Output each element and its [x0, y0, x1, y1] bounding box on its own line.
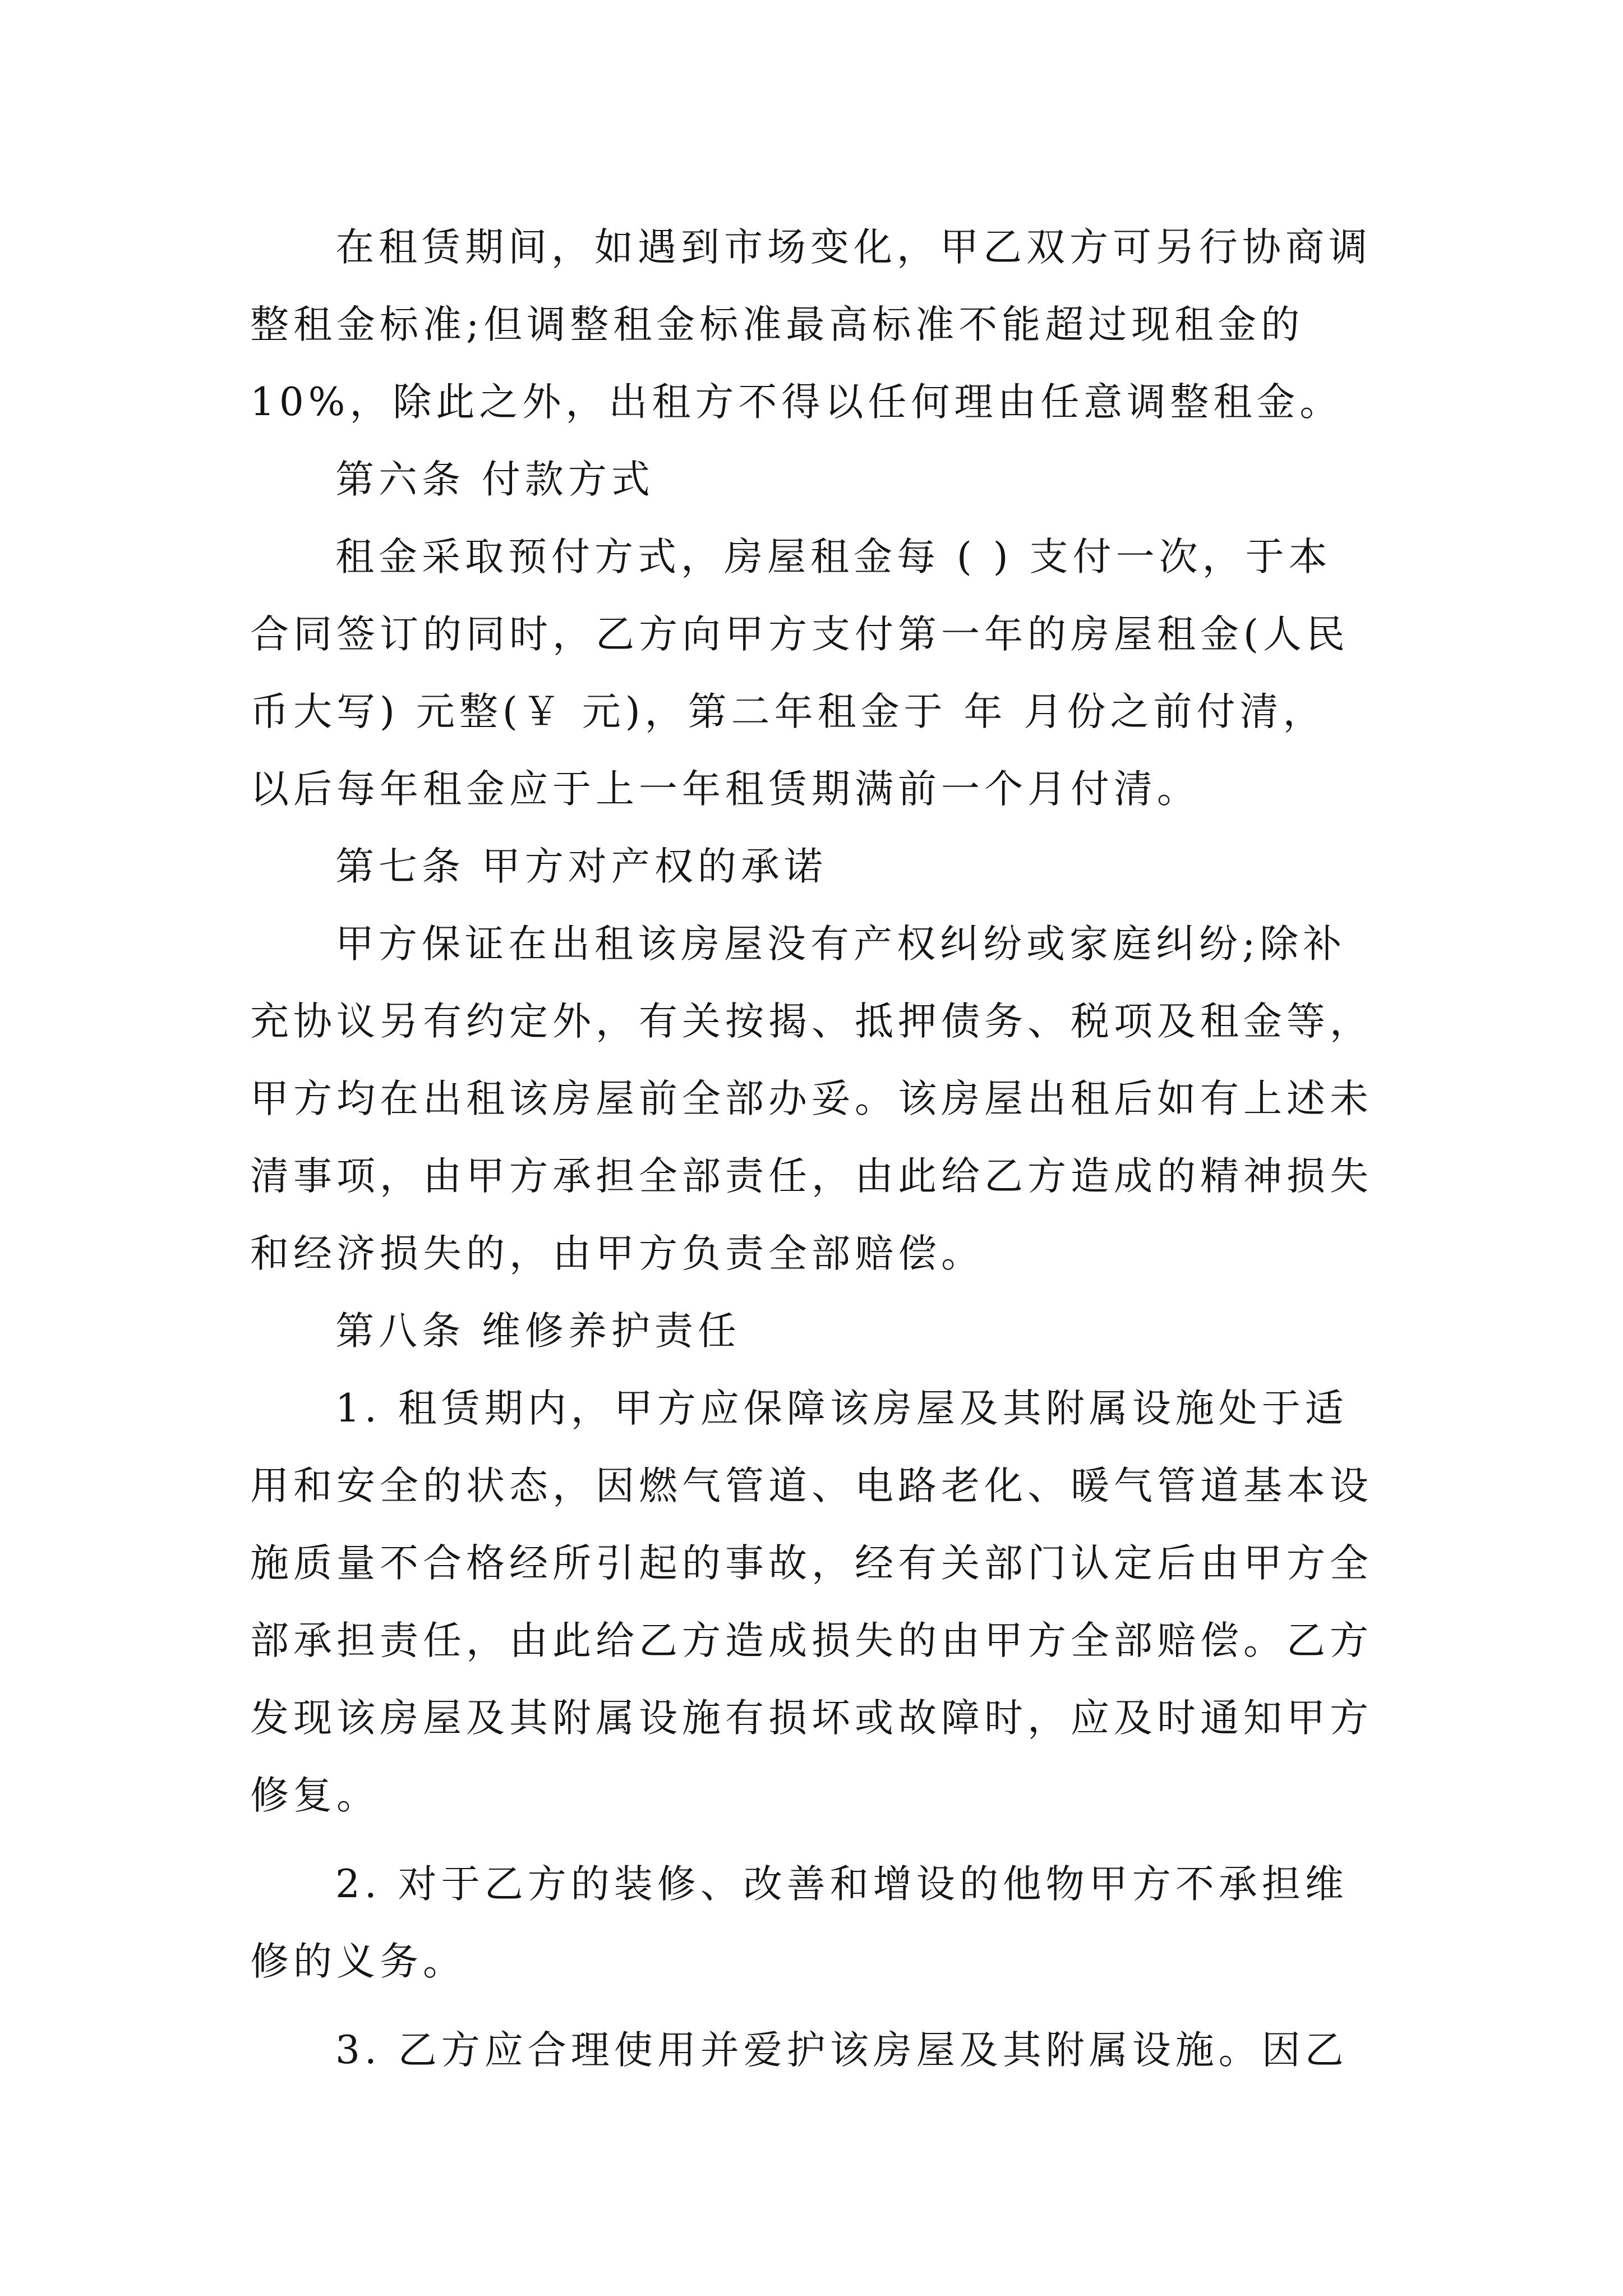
document-body: [250, 209, 1377, 2089]
list-item-line: 1. 租赁期内，甲方应保障该房屋及其附属设施处于适: [335, 1386, 1348, 1431]
paragraph-line: 以后每年租金应于上一年租赁期满前一个月付清。: [250, 767, 1200, 812]
paragraph-line: 甲方保证在出租该房屋没有产权纠纷或家庭纠纷;除补: [335, 922, 1347, 967]
section-heading: 第七条 甲方对产权的承诺: [335, 844, 827, 889]
list-item-line: 部承担责任，由此给乙方造成损失的由甲方全部赔偿。乙方: [250, 1618, 1373, 1663]
list-item-line: 2. 对于乙方的装修、改善和增设的他物甲方不承担维: [335, 1862, 1348, 1907]
paragraph-line: 充协议另有约定外，有关按揭、抵押债务、税项及租金等，: [250, 999, 1373, 1044]
paragraph-line: 10%，除此之外，出租方不得以任何理由任意调整租金。: [250, 380, 1343, 425]
list-item-line: 修复。: [250, 1773, 380, 1818]
paragraph-line: 租金采取预付方式，房屋租金每 ( ) 支付一次，于本: [335, 535, 1332, 579]
list-item-line: 3. 乙方应合理使用并爱护该房屋及其附属设施。因乙: [335, 2028, 1348, 2073]
paragraph-line: 币大写) 元整(￥ 元)，第二年租金于 年 月份之前付清，: [250, 689, 1326, 734]
list-item-line: 修的义务。: [250, 1939, 466, 1984]
list-item-line: 发现该房屋及其附属设施有损坏或故障时，应及时通知甲方: [250, 1696, 1373, 1741]
paragraph-line: 甲方均在出租该房屋前全部办妥。该房屋出租后如有上述未: [250, 1076, 1373, 1121]
paragraph-line: 整租金标准;但调整租金标准最高标准不能超过现租金的: [250, 302, 1304, 347]
list-item-line: 用和安全的状态，因燃气管道、电路老化、暖气管道基本设: [250, 1464, 1373, 1508]
paragraph-line: 和经济损失的，由甲方负责全部赔偿。: [250, 1231, 984, 1276]
section-heading: 第六条 付款方式: [335, 457, 654, 502]
paragraph-line: 合同签订的同时，乙方向甲方支付第一年的房屋租金(人民: [250, 612, 1349, 657]
paragraph-line: 在租赁期间，如遇到市场变化，甲乙双方可另行协商调: [335, 225, 1372, 270]
section-heading: 第八条 维修养护责任: [335, 1309, 741, 1354]
paragraph-line: 清事项，由甲方承担全部责任，由此给乙方造成的精神损失: [250, 1154, 1373, 1199]
list-item-line: 施质量不合格经所引起的事故，经有关部门认定后由甲方全: [250, 1541, 1373, 1586]
